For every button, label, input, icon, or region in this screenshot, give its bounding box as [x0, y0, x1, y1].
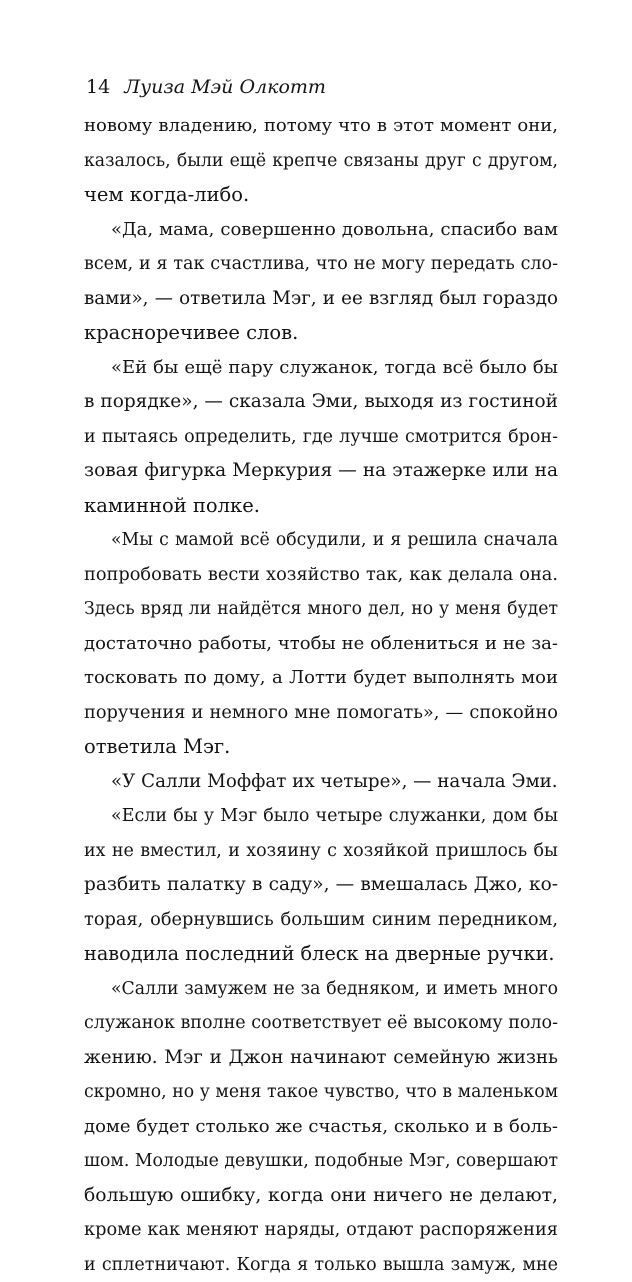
text-line: тосковать по дому, а Лотти будет выполнять мои [84, 661, 558, 696]
text-line: и пытаясь определить, где лучше смотрится брон- [84, 420, 558, 455]
text-line: «Ей бы ещё пару служанок, тогда всё было бы [84, 351, 558, 386]
text-line: наводила последний блеск на дверные ручки. [84, 937, 558, 972]
page-number: 14 [86, 76, 110, 98]
text-line: казалось, были ещё крепче связаны друг с другом, [84, 144, 558, 179]
text-line: чем когда-либо. [84, 178, 558, 213]
text-line: в порядке», — сказала Эми, выходя из гостиной [84, 385, 558, 420]
text-line: всем, и я так счастлива, что не могу передать сло- [84, 247, 558, 282]
text-line: большую ошибку, когда они ничего не делают, [84, 1179, 558, 1214]
text-line: служанок вполне соответствует её высокому поло- [84, 1006, 558, 1041]
text-line: Здесь вряд ли найдётся много дел, но у меня будет [84, 592, 558, 627]
text-line: кроме как меняют наряды, отдают распоряжения [84, 1213, 558, 1248]
text-line: «Да, мама, совершенно довольна, спасибо вам [84, 213, 558, 248]
text-line: «У Салли Моффат их четыре», — начала Эми. [84, 765, 558, 800]
text-line: шом. Молодые девушки, подобные Мэг, совершают [84, 1144, 558, 1179]
running-head [86, 75, 326, 99]
text-line: их не вместил, и хозяину с хозяйкой пришлось бы [84, 834, 558, 869]
text-line: торая, обернувшись большим синим передником, [84, 903, 558, 938]
text-line: «Если бы у Мэг было четыре служанки, дом бы [84, 799, 558, 834]
text-line: доме будет столько же счастья, сколько и в боль- [84, 1110, 558, 1145]
text-line: и сплетничают. Когда я только вышла замуж, мне [84, 1248, 558, 1282]
text-line: каминной полке. [84, 489, 558, 524]
text-line: скромно, но у меня такое чувство, что в маленьком [84, 1075, 558, 1110]
text-line: вами», — ответила Мэг, и ее взгляд был гораздо [84, 282, 558, 317]
text-line: жению. Мэг и Джон начинают семейную жизнь [84, 1041, 558, 1076]
text-line: ответила Мэг. [84, 730, 558, 765]
text-line: зовая фигурка Меркурия — на этажерке или на [84, 454, 558, 489]
text-line: новому владению, потому что в этот момент они, [84, 109, 558, 144]
text-line: достаточно работы, чтобы не облениться и не за- [84, 627, 558, 662]
text-line: попробовать вести хозяйство так, как делала она. [84, 558, 558, 593]
text-line: «Салли замужем не за бедняком, и иметь много [84, 972, 558, 1007]
body-text [84, 109, 558, 1282]
text-line: красноречивее слов. [84, 316, 558, 351]
text-line: поручения и немного мне помогать», — спокойно [84, 696, 558, 731]
text-line: разбить палатку в саду», — вмешалась Джо, ко- [84, 868, 558, 903]
author-name: Луиза Мэй Олкотт [124, 76, 326, 98]
text-line: «Мы с мамой всё обсудили, и я решила сначала [84, 523, 558, 558]
